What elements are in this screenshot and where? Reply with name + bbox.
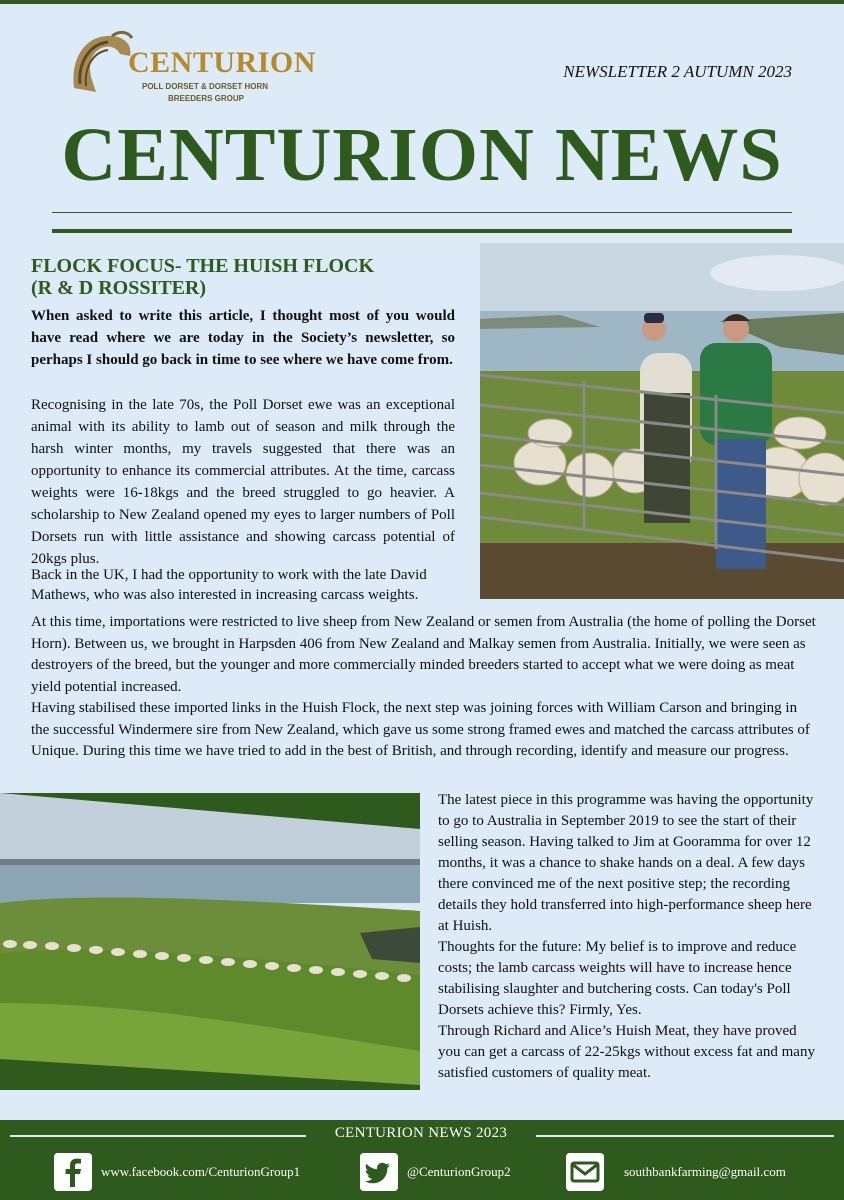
email-link[interactable]: [566, 1153, 786, 1191]
article-paragraph: The latest piece in this programme was having the opportunity to go to Australia in September 2019 to see the start of their selling season. Having talked to Jim at Gooramma for over 12 months, it was a chance to shake hands on a deal. A few days there convinced me of the next positive step; the recording details they hold transferred into high-performance sheep here at Huish.: [438, 792, 814, 934]
logo-subtitle-2: BREEDERS GROUP: [168, 94, 245, 103]
footer-rule: [536, 1135, 834, 1137]
hillside-sheep-photo: [0, 793, 420, 1090]
article-headline: [31, 255, 471, 299]
article-paragraph: At this time, importations were restricted to live sheep from New Zealand or semen from Australia (the home of polling the Dorset Horn). Between us, we brought in Harpsden 406 from New Zealand and Malkay semen from Australia. Initially, we were seen as destroyers of the breed, but the younger and more commercially minded breeders started to accept what we were doing as meat yield potential increased.: [31, 614, 816, 695]
article-paragraph-group: [31, 612, 819, 763]
twitter-link[interactable]: [360, 1153, 511, 1191]
article-paragraph: Through Richard and Alice’s Huish Meat, they have proved you can get a carcass of 22-25kgs without excess fat and many satisfied customers of quality meat.: [438, 1023, 815, 1081]
logo-wordmark: CENTURION: [128, 46, 316, 79]
masthead-title: CENTURION NEWS: [61, 113, 783, 197]
top-border: [0, 0, 844, 4]
facebook-link[interactable]: [54, 1153, 300, 1191]
article-paragraph: Having stabilised these imported links in the Huish Flock, the next step was joining forces with William Carson and bringing in the successful Windermere sire from New Zealand, which gave us some strong framed ewes and matched the carcass attributes of Unique. During this time we have tried to add in the best of British, and through recording, identify and measure our progress.: [31, 700, 810, 759]
divider-thin: [52, 212, 792, 213]
headline-line-2: (R & D ROSSITER): [31, 277, 207, 299]
logo-subtitle: POLL DORSET & DORSET HORN: [142, 82, 269, 91]
footer-title: CENTURION NEWS 2023: [334, 1125, 508, 1141]
twitter-icon: [360, 1153, 398, 1191]
headline-line-1: FLOCK FOCUS- THE HUISH FLOCK: [31, 255, 375, 277]
article-paragraph: Back in the UK, I had the opportunity to work with the late David Mathews, who was also interested in increasing carcass weights.: [31, 567, 427, 603]
article-paragraph: Thoughts for the future: My belief is to improve and reduce costs; the lamb carcass weights will have to increase hence stabilising slaughter and butchering costs. Can today's Poll Dorsets achieve this? Firmly, Yes.: [438, 939, 797, 1018]
footer: [0, 1120, 844, 1200]
article-paragraph: Recognising in the late 70s, the Poll Dorset ewe was an exceptional animal with its ability to lamb out of season and milk through the harsh winter months, my travels suggested that there was an opportunity to enhance its commercial attributes. At the time, carcass weights were 16-18kgs and the breed struggled to go heavier. A scholarship to New Zealand opened my eyes to larger numbers of Poll Dorsets run with little assistance and showing carcass potential of 20kgs plus.: [31, 397, 455, 567]
twitter-handle: @CenturionGroup2: [407, 1164, 511, 1179]
divider-thick: [52, 229, 792, 233]
facebook-icon: [54, 1153, 92, 1191]
article-lead: When asked to write this article, I thought most of you would have read where we are today in the Society’s newsletter, so perhaps I should go back in time to see where we have come from.: [31, 308, 455, 368]
footer-rule: [10, 1135, 306, 1137]
email-address: southbankfarming@gmail.com: [624, 1164, 786, 1179]
centurion-logo: [66, 26, 316, 110]
email-icon: [566, 1153, 604, 1191]
issue-label: NEWSLETTER 2 AUTUMN 2023: [563, 62, 792, 81]
farmers-sheep-photo: [480, 243, 844, 599]
facebook-url: www.facebook.com/CenturionGroup1: [101, 1164, 301, 1179]
helmet-icon: [66, 28, 136, 98]
article-paragraph-group: [438, 790, 822, 1084]
